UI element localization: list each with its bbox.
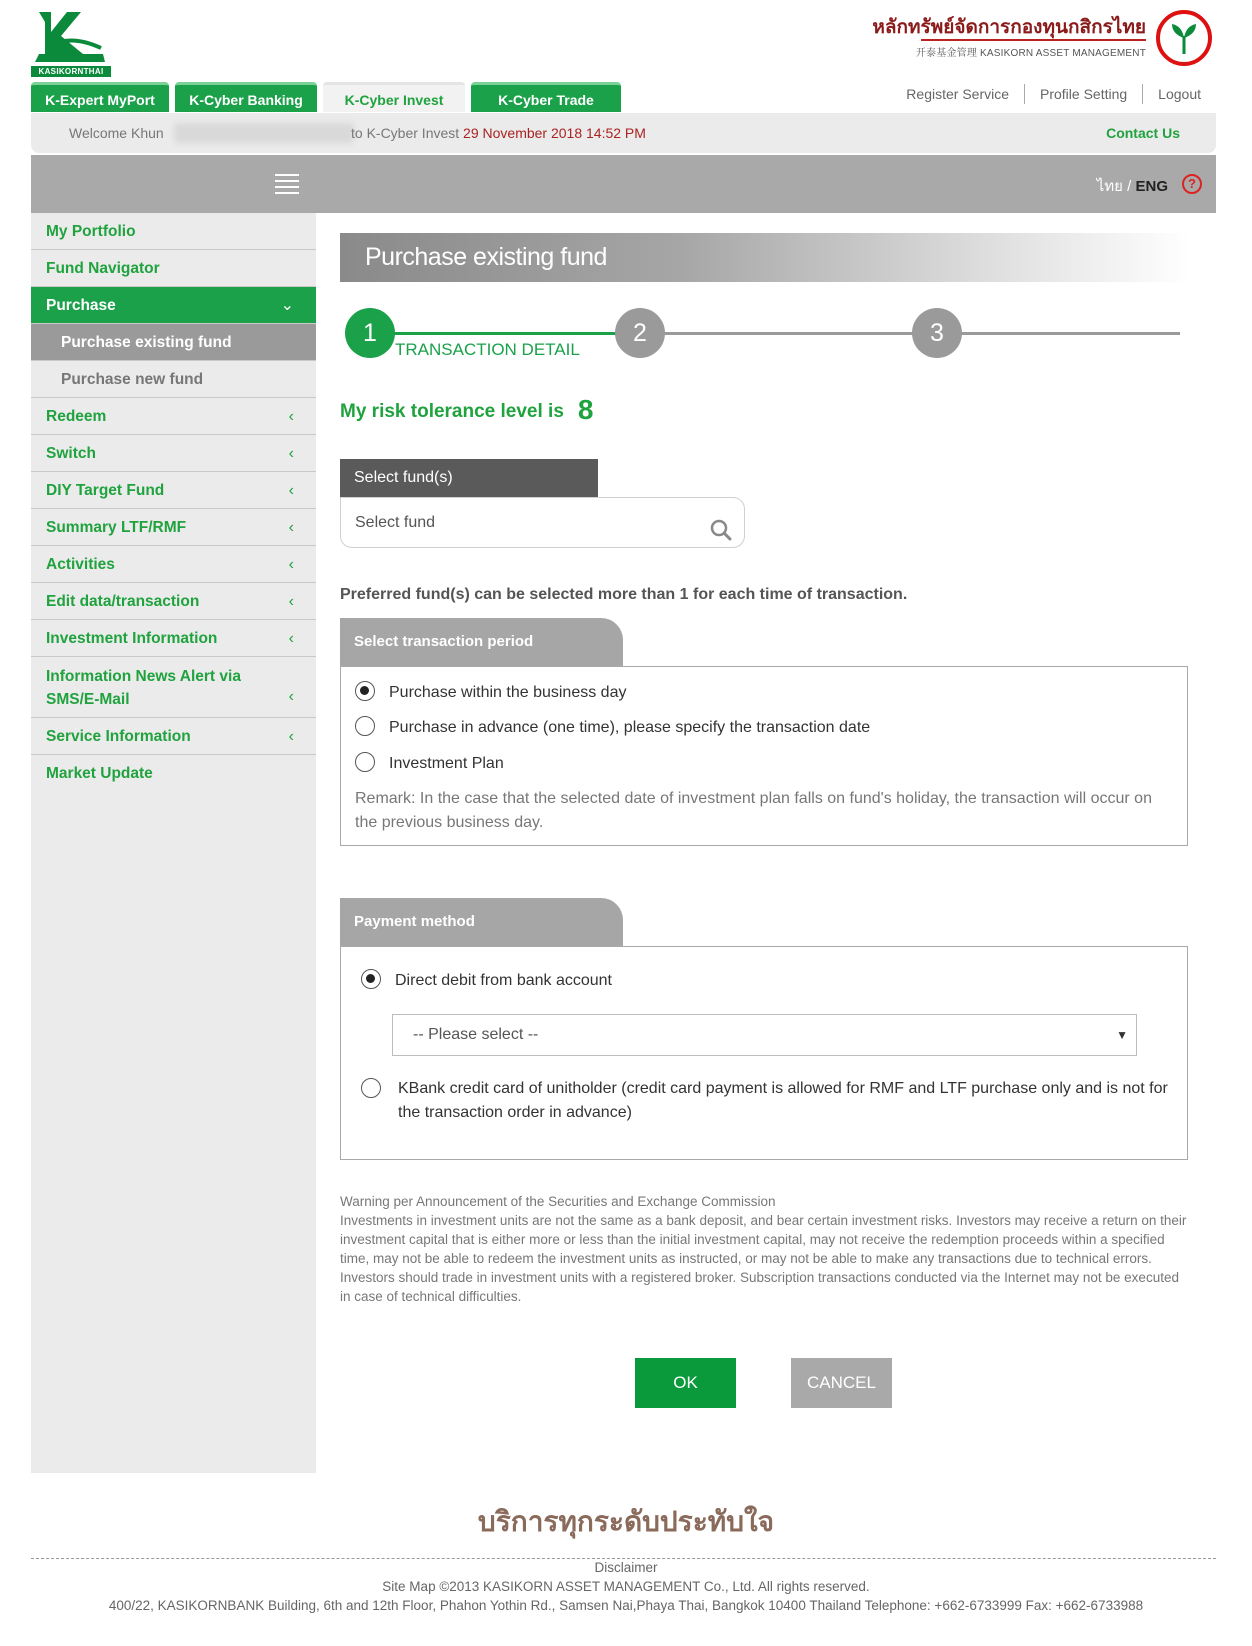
select-fund-input[interactable] bbox=[340, 497, 745, 548]
sidebar-item-label: Purchase bbox=[46, 297, 116, 314]
help-icon[interactable]: ? bbox=[1182, 174, 1202, 194]
sidebar-item-my-portfolio[interactable] bbox=[31, 213, 316, 250]
login-datetime: 29 November 2018 14:52 PM bbox=[463, 125, 646, 141]
select-funds-header: Select fund(s) bbox=[340, 459, 598, 497]
progress-steps bbox=[345, 308, 1185, 368]
welcome-message bbox=[351, 113, 646, 153]
logo-divider bbox=[921, 39, 1146, 41]
preferred-fund-note: Preferred fund(s) can be selected more than 1 for each time of transaction. bbox=[340, 586, 908, 603]
step-2-circle: 2 bbox=[615, 308, 665, 358]
warning-body: Investments in investment units are not the same as a bank deposit, and bear certain investment risks. Investors may receive a return on their investment capital that is either more or less than the initial investment capital, may not receive the redemption proceeds within a specified time, may not be able to redeem the investment units as instructed, or may not be able to make any transactions due to technical errors. Investors should trade in investment units with a registered broker. Subscription transactions conducted via the Internet may not be executed in case of technical difficulties. bbox=[340, 1213, 1187, 1304]
bank-account-select[interactable] bbox=[392, 1014, 1137, 1056]
lang-eng-link[interactable]: ENG bbox=[1135, 178, 1168, 195]
sidebar-subitem-purchase-existing[interactable]: Purchase existing fund bbox=[31, 324, 316, 361]
lang-thai-link[interactable]: ไทย bbox=[1096, 178, 1123, 195]
sidebar-item-label: Market Update bbox=[46, 765, 153, 782]
option-label: Direct debit from bank account bbox=[395, 972, 612, 989]
option-label: Purchase within the business day bbox=[389, 684, 627, 701]
option-label: Investment Plan bbox=[389, 755, 504, 772]
warning-title: Warning per Announcement of the Securities and Exchange Commission bbox=[340, 1194, 776, 1209]
language-switch bbox=[1097, 174, 1168, 198]
profile-setting-link[interactable]: Profile Setting bbox=[1040, 86, 1128, 102]
period-option-investment-plan[interactable] bbox=[355, 752, 504, 773]
kasikornthai-logo[interactable] bbox=[31, 10, 111, 76]
sidebar-item-label: My Portfolio bbox=[46, 223, 136, 240]
chevron-left-icon: ‹ bbox=[288, 728, 294, 745]
tab-k-cyber-invest[interactable]: K-Cyber Invest bbox=[323, 82, 465, 112]
page-title: Purchase existing fund bbox=[340, 233, 1190, 282]
step-3-circle: 3 bbox=[912, 308, 962, 358]
option-label: Purchase in advance (one time), please specify the transaction date bbox=[389, 719, 871, 736]
sidebar-item-label: Switch bbox=[46, 445, 96, 462]
payment-option-direct-debit[interactable] bbox=[361, 969, 612, 990]
sidebar-item-edit-data[interactable] bbox=[31, 583, 316, 620]
sidebar-item-label: Redeem bbox=[46, 408, 107, 425]
account-links bbox=[891, 84, 1216, 104]
period-remark: Remark: In the case that the selected date of investment plan falls on fund's holiday, the transaction will occur on the previous business day. bbox=[355, 790, 1152, 831]
product-tabs bbox=[31, 82, 621, 112]
kasikornthai-wordmark: KASIKORNTHAI bbox=[31, 66, 111, 77]
tab-k-expert-myport[interactable]: K-Expert MyPort bbox=[31, 82, 169, 112]
radio-advance[interactable] bbox=[355, 716, 375, 736]
sidebar-item-label: Service Information bbox=[46, 728, 191, 745]
footer-sitemap-copyright[interactable]: Site Map ©2013 KASIKORN ASSET MANAGEMENT Co., Ltd. All rights reserved. bbox=[382, 1579, 870, 1594]
tab-k-cyber-trade[interactable]: K-Cyber Trade bbox=[471, 82, 621, 112]
kasikorn-asset-logo[interactable] bbox=[872, 10, 1216, 70]
k-logo-icon bbox=[31, 10, 111, 66]
toolbar bbox=[31, 155, 1216, 213]
risk-tolerance-level: 8 bbox=[577, 394, 594, 425]
sidebar-item-label: Activities bbox=[46, 556, 115, 573]
chevron-down-icon: ⌄ bbox=[280, 297, 294, 314]
sidebar-item-label: Summary LTF/RMF bbox=[46, 519, 187, 536]
sidebar-subitem-purchase-new[interactable]: Purchase new fund bbox=[31, 361, 316, 398]
payment-method-header: Payment method bbox=[340, 898, 623, 946]
sidebar-nav bbox=[31, 213, 316, 1473]
sidebar-item-activities[interactable] bbox=[31, 546, 316, 583]
sidebar-item-label: DIY Target Fund bbox=[46, 482, 165, 499]
select-fund-placeholder: Select fund bbox=[355, 514, 436, 531]
payment-option-credit-card[interactable] bbox=[355, 1077, 1185, 1125]
radio-credit-card[interactable] bbox=[361, 1078, 381, 1098]
chevron-left-icon: ‹ bbox=[288, 593, 294, 610]
sidebar-item-purchase[interactable] bbox=[31, 287, 316, 324]
risk-tolerance-label: My risk tolerance level is bbox=[340, 401, 564, 422]
lang-separator: / bbox=[1127, 178, 1132, 195]
step-1-circle: 1 bbox=[345, 308, 395, 358]
option-label: KBank credit card of unitholder (credit card payment is allowed for RMF and LTF purchase only and is not for the transaction order in advance) bbox=[398, 1080, 1168, 1121]
step-progress-line bbox=[370, 332, 620, 335]
sidebar-item-label: Information News Alert via bbox=[46, 668, 241, 685]
sec-warning bbox=[340, 1192, 1190, 1306]
sidebar-item-label: Fund Navigator bbox=[46, 260, 160, 277]
radio-direct-debit[interactable] bbox=[361, 969, 381, 989]
sidebar-item-diy-target-fund[interactable] bbox=[31, 472, 316, 509]
footer-divider bbox=[31, 1558, 1216, 1559]
rice-plant-emblem-icon bbox=[1156, 10, 1212, 66]
contact-us-link[interactable]: Contact Us bbox=[1106, 125, 1180, 141]
chevron-left-icon: ‹ bbox=[288, 519, 294, 536]
kasset-english-name: 开泰基金管理 KASIKORN ASSET MANAGEMENT bbox=[915, 48, 1146, 59]
logout-link[interactable]: Logout bbox=[1158, 86, 1201, 102]
sidebar-item-summary-ltf-rmf[interactable] bbox=[31, 509, 316, 546]
search-icon[interactable] bbox=[710, 512, 732, 534]
caret-down-icon: ▼ bbox=[1116, 1028, 1128, 1042]
sidebar-item-service-information[interactable] bbox=[31, 718, 316, 755]
redacted-username bbox=[174, 123, 354, 143]
sidebar-item-investment-information[interactable] bbox=[31, 620, 316, 657]
ok-button[interactable]: OK bbox=[635, 1358, 736, 1408]
sidebar-item-switch[interactable] bbox=[31, 435, 316, 472]
transaction-period-header: Select transaction period bbox=[340, 618, 623, 666]
risk-tolerance bbox=[340, 394, 593, 426]
chevron-left-icon: ‹ bbox=[288, 688, 294, 705]
radio-business-day[interactable] bbox=[355, 681, 375, 701]
footer-slogan: บริการทุกระดับประทับใจ bbox=[477, 1505, 775, 1538]
sidebar-item-market-update[interactable] bbox=[31, 755, 316, 792]
radio-investment-plan[interactable] bbox=[355, 752, 375, 772]
footer-address: 400/22, KASIKORNBANK Building, 6th and 12th Floor, Phahon Yothin Rd., Samsen Nai,Phaya Thai, Bangkok 10400 Thailand Telephone: +662-6733999 Fax: +662-6733988 bbox=[108, 1598, 1144, 1613]
sidebar-item-news-alert[interactable] bbox=[31, 657, 316, 718]
step-1-label: TRANSACTION DETAIL bbox=[395, 340, 580, 359]
sidebar-item-label: SMS/E-Mail bbox=[46, 691, 130, 708]
chevron-left-icon: ‹ bbox=[288, 408, 294, 425]
sidebar-item-fund-navigator[interactable] bbox=[31, 250, 316, 287]
transaction-period-box bbox=[340, 666, 1188, 846]
sidebar-item-label: Investment Information bbox=[46, 630, 218, 647]
chevron-left-icon: ‹ bbox=[288, 556, 294, 573]
welcome-bar bbox=[31, 113, 1216, 153]
sidebar-item-label: Edit data/transaction bbox=[46, 593, 200, 610]
chevron-left-icon: ‹ bbox=[288, 482, 294, 499]
kasset-thai-name: หลักทรัพย์จัดการกองทุนกสิกรไทย bbox=[872, 16, 1146, 38]
disclaimer-link[interactable]: Disclaimer bbox=[594, 1560, 658, 1575]
welcome-prefix: Welcome Khun bbox=[69, 125, 164, 141]
period-option-business-day[interactable] bbox=[355, 681, 626, 702]
sidebar-item-redeem[interactable] bbox=[31, 398, 316, 435]
chevron-left-icon: ‹ bbox=[288, 630, 294, 647]
chevron-left-icon: ‹ bbox=[288, 445, 294, 462]
cancel-button[interactable]: CANCEL bbox=[791, 1358, 892, 1408]
payment-method-box bbox=[340, 946, 1188, 1160]
register-service-link[interactable]: Register Service bbox=[906, 86, 1009, 102]
bank-account-value: -- Please select -- bbox=[413, 1026, 539, 1043]
step-remaining-line bbox=[620, 332, 1180, 335]
period-option-advance[interactable] bbox=[355, 716, 870, 737]
tab-k-cyber-banking[interactable]: K-Cyber Banking bbox=[175, 82, 317, 112]
hamburger-menu-icon[interactable] bbox=[275, 174, 299, 194]
welcome-middle: to K-Cyber Invest bbox=[351, 125, 460, 141]
